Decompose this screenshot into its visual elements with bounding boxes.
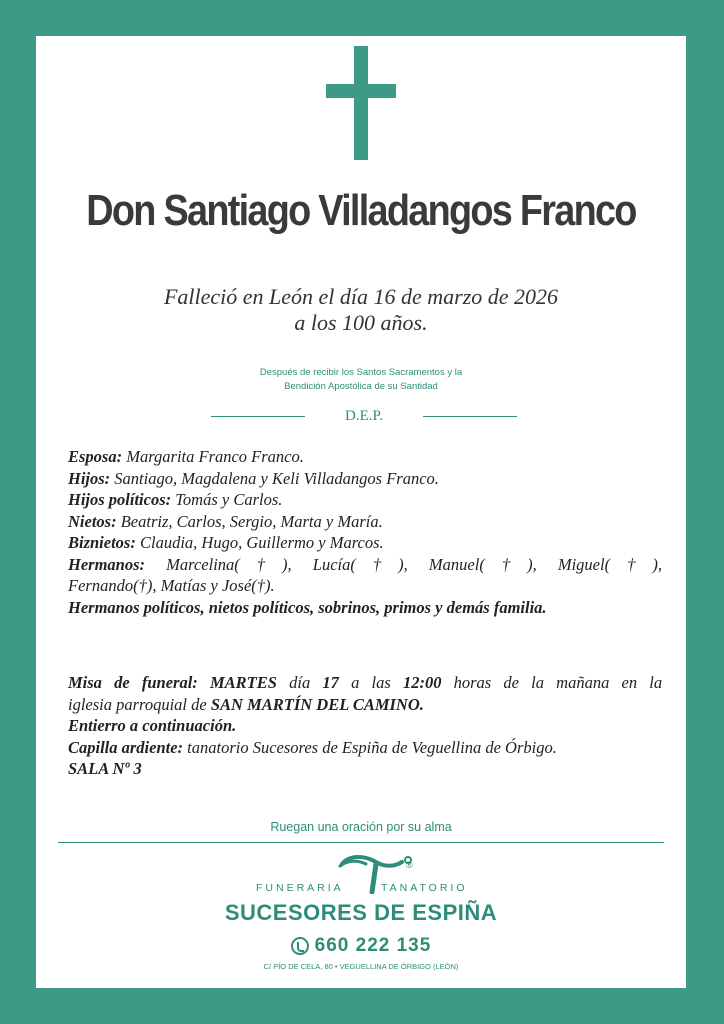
chapel-value: tanatorio Sucesores de Espiña de Veguellina de Órbigo. [187,737,557,757]
registered-mark: ® [406,860,413,870]
deceased-name: Don Santiago Villadangos Franco [86,186,636,235]
church-name: SAN MARTÍN DEL CAMINO. [210,694,424,714]
a-las-word: a las [351,673,391,692]
sacraments-note [36,366,686,394]
funeral-mass-line [68,672,662,694]
phone-number: 660 222 135 [314,935,432,956]
church-prefix: iglesia parroquial de [68,694,207,714]
family-row-hijos-politicos [68,489,662,511]
cross-icon [326,46,396,160]
misa-label: Misa de funeral: [68,673,198,692]
family-label: Hijos políticos: [68,490,172,509]
phone-icon [291,937,309,955]
dep-label: D.E.P. [345,408,383,424]
obituary-sheet [36,36,686,988]
death-age-line: a los 100 años. [294,310,428,335]
phone-row [36,935,686,957]
chapel-line [68,737,662,759]
family-row-hermanos [68,554,662,576]
family-row-biznietos [68,532,662,554]
family-label: Hijos: [68,468,111,488]
family-row-hermanos-cont: Fernando(†), Matías y José(†). [68,576,275,595]
misa-date: 17 [322,673,339,692]
prayer-request: Ruegan una oración por su alma [270,820,452,834]
family-value: Santiago, Magdalena y Keli Villadangos Franco. [114,468,439,488]
misa-day: MARTES [209,673,277,692]
family-label: Nietos: [68,511,117,531]
tanatorio-label: TANATORIO [381,882,468,894]
company-name: SUCESORES DE ESPIÑA [224,900,498,925]
dep-divider [211,408,517,425]
divider-line-left [211,416,305,418]
misa-rest: horas de la mañana en la [453,673,663,692]
burial-line: Entierro a continuación. [68,716,237,735]
sacraments-line-2: Bendición Apostólica de su Santidad [284,381,438,392]
dia-word: día [289,673,311,692]
family-value: Marcelina(†), Lucía(†), Manuel(†), Miguel(†), [166,554,662,574]
family-row-nietos [68,511,662,533]
divider-line-right [423,416,517,418]
room-line: SALA Nº 3 [68,759,142,778]
funeral-details [68,672,662,780]
family-list [68,446,662,618]
family-value: Claudia, Hugo, Guillermo y Marcos. [139,533,384,552]
chapel-label: Capilla ardiente: [68,737,184,757]
death-notice [36,284,686,336]
sacraments-line-1: Después de recibir los Santos Sacramentos y la [259,367,463,378]
family-label: Esposa: [68,447,123,466]
death-date-line: Falleció en León el día 16 de marzo de 2026 [163,284,559,309]
church-line [68,694,662,716]
family-label: Biznietos: [68,533,136,552]
footer-divider [58,842,664,843]
company-address: C/ PÍO DE CELA, 80 • VEGUELLINA DE ÓRBIGO (LEÓN) [263,962,459,971]
family-row-hijos [68,468,662,490]
family-value: Margarita Franco Franco. [126,447,304,466]
misa-time: 12:00 [402,673,442,692]
family-label: Hermanos: [68,554,146,574]
family-row-others: Hermanos políticos, nietos políticos, sobrinos, primos y demás familia. [68,597,547,617]
family-value: Beatriz, Carlos, Sergio, Marta y María. [120,511,383,531]
funeraria-label: FUNERARIA [256,882,344,894]
family-value: Tomás y Carlos. [175,490,283,509]
family-row-esposa [68,446,662,468]
